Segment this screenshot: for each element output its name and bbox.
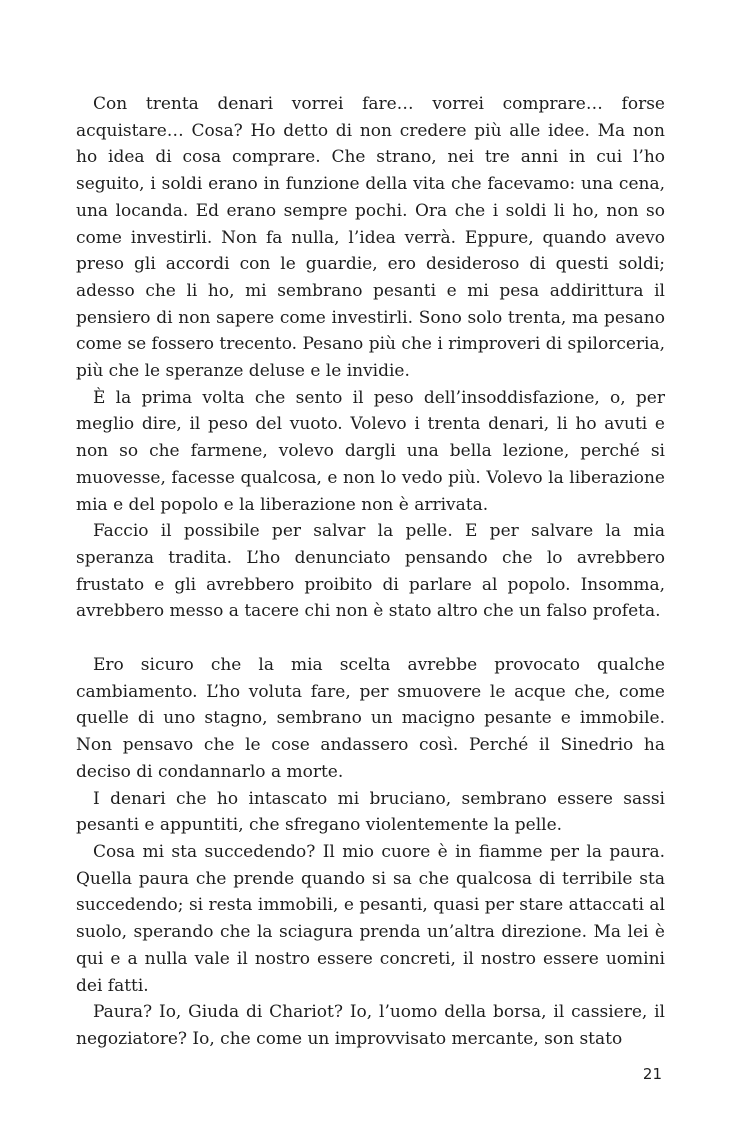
body-text (76, 91, 665, 1053)
paragraph: Paura? Io, Giuda di Chariot? Io, l’uomo della borsa, il cassiere, il negoziatore? Io, che come un improvvisato mercante, son stato (76, 1002, 665, 1049)
paragraph: Ero sicuro che la mia scelta avrebbe provocato qualche cambiamento. L’ho voluta fare, per smuovere le acque che, come quelle di uno stagno, sembrano un macigno pesante e immobile. Non pensavo che le cose andassero così. Perché il Sinedrio ha deciso di condannarlo a morte. (76, 655, 665, 782)
paragraph: Con trenta denari vorrei fare… vorrei comprare… forse acquistare… Cosa? Ho detto di non credere più alle idee. Ma non ho idea di cosa comprare. Che strano, nei tre anni in cui l’ho seguito, i soldi erano in funzione della vita che facevamo: una cena, una locanda. Ed erano sempre pochi. Ora che i soldi li ho, non so come investirli. Non fa nulla, l’idea verrà. Eppure, quando avevo preso gli accordi con le guardie, ero desideroso di questi soldi; adesso che li ho, mi sembrano pesanti e mi pesa addirittura il pensiero di non sapere come investirli. Sono solo trenta, ma pesano come se fossero trecento. Pesano più che i rimproveri di spilorceria, più che le speranze deluse e le invidie. (76, 94, 665, 382)
paragraph: Faccio il possibile per salvar la pelle. E per salvare la mia speranza tradita. L’ho denunciato pensando che lo avrebbero frustato e gli avrebbero proibito di parlare al popolo. Insomma, avrebbero messo a tacere chi non è stato altro che un falso profeta. (76, 521, 665, 622)
paragraph: I denari che ho intascato mi bruciano, sembrano essere sassi pesanti e appuntiti, che sfregano violentemente la pelle. (76, 788, 665, 836)
paragraph: È la prima volta che sento il peso dell’insoddisfazione, o, per meglio dire, il peso del vuoto. Volevo i trenta denari, li ho avuti e non so che farmene, volevo dargli una bella lezione, perché si muovesse, facesse qualcosa, e non lo vedo più. Volevo la liberazione mia e del popolo e la liberazione non è arrivata. (76, 387, 665, 515)
page-number: 21 (642, 1065, 662, 1083)
section-break (76, 625, 665, 652)
paragraph: Cosa mi sta succedendo? Il mio cuore è in fiamme per la paura. Quella paura che prende quando si sa che qualcosa di terribile sta succedendo; si resta immobili, e pesanti, quasi per stare attaccati al suolo, sperando che la sciagura prenda un’altra direzione. Ma lei è qui e a nulla vale il nostro essere concreti, il nostro essere uomini dei fatti. (76, 841, 665, 996)
